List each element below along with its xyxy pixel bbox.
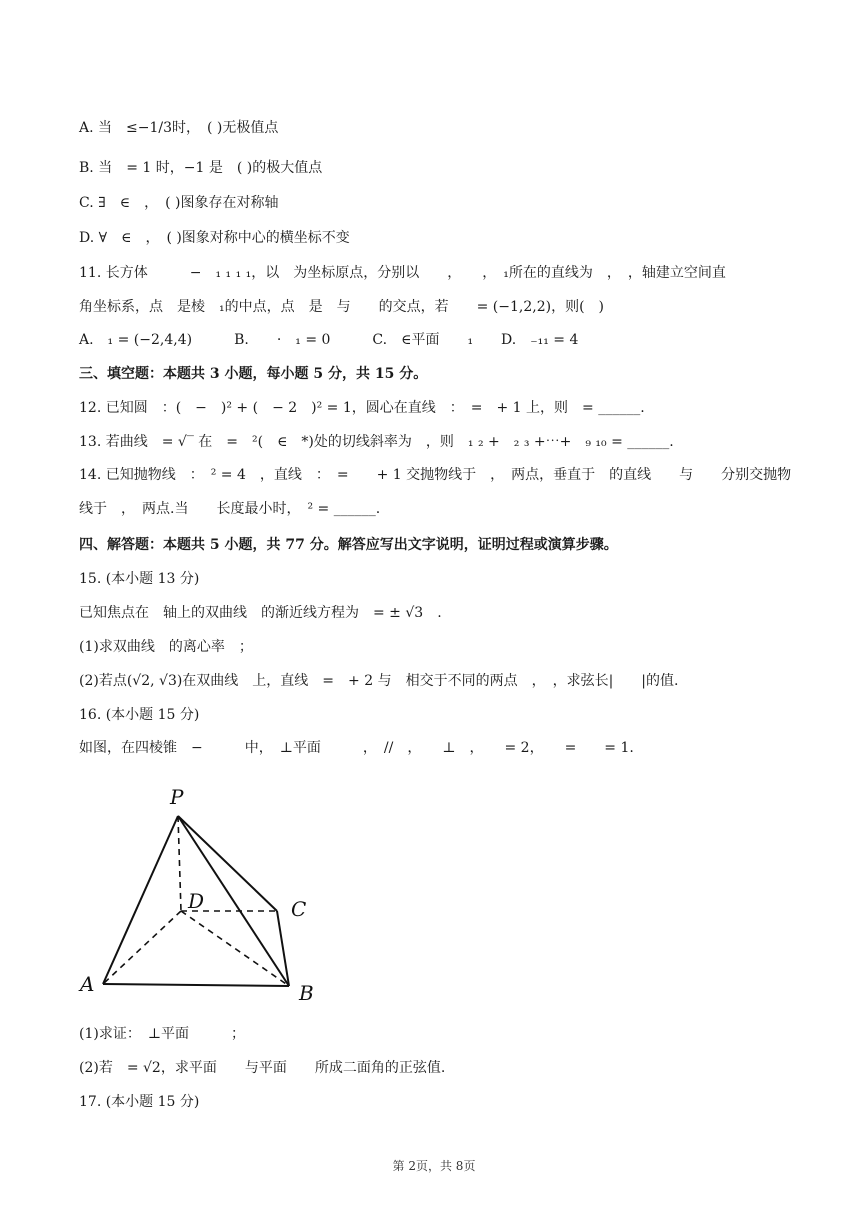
question-14-line2: 线于 ， 两点.当 长度最小时， ² = ______. — [79, 501, 381, 517]
question-11-options: A. ₁ = (−2,4,4) B. · ₁ = 0 C. ∈平面 ₁ D. ₋₁₁ = 4 — [79, 332, 579, 348]
question-15-header: 15. (本小题 13 分) — [79, 571, 200, 587]
question-15-stem: 已知焦点在 轴上的双曲线 的渐近线方程为 = ± √3 . — [79, 605, 442, 621]
pyramid-figure — [78, 780, 338, 1010]
question-15-part2: (2)若点(√2, √3)在双曲线 上，直线 = + 2 与 相交于不同的两点 ， ，求弦长| |的值. — [79, 673, 679, 689]
vertex-label-P: P — [170, 785, 184, 809]
edge-DB — [181, 911, 289, 986]
question-14-line1: 14. 已知抛物线 ： ² = 4 ，直线 ： = + 1 交抛物线于 ， 两点，垂直于 的直线 与 分别交抛物 — [79, 467, 792, 483]
edge-BC — [277, 911, 289, 986]
edge-DA — [103, 911, 181, 984]
question-16-stem: 如图，在四棱锥 − 中， ⊥平面 ， // ， ⊥ ， = 2， = = 1. — [79, 740, 634, 756]
question-11-line2: 角坐标系，点 是棱 ₁的中点，点 是 与 的交点，若 = (−1,2,2)，则( ) — [79, 299, 604, 315]
section-4-heading: 四、解答题：本题共 5 小题，共 77 分。解答应写出文字说明，证明过程或演算步骤。 — [79, 537, 618, 553]
question-13: 13. 若曲线 = √‾ 在 = ²( ∈ *)处的切线斜率为 ，则 ₁ ₂ + ₂ ₃ +⋯+ ₉ ₁₀ = ______. — [79, 434, 674, 450]
vertex-label-B: B — [299, 981, 314, 1005]
question-15-part1: (1)求双曲线 的离心率 ； — [79, 639, 253, 655]
question-17-header: 17. (本小题 15 分) — [79, 1094, 200, 1110]
option-10b: B. 当 = 1 时，−1 是 ( )的极大值点 — [79, 160, 323, 176]
edge-AB — [103, 984, 289, 986]
page-footer: 第 2页，共 8页 — [392, 1159, 476, 1173]
option-10c: C. ∃ ∈ ， ( )图象存在对称轴 — [79, 195, 279, 211]
edge-PD — [178, 816, 181, 911]
question-12: 12. 已知圆 ：( − )² + ( − 2 )² = 1，圆心在直线 ： = + 1 上，则 = ______. — [79, 400, 645, 416]
option-10d: D. ∀ ∈ ， ( )图象对称中心的横坐标不变 — [79, 230, 350, 246]
question-16-part2: (2)若 = √2，求平面 与平面 所成二面角的正弦值. — [79, 1060, 446, 1076]
vertex-label-D: D — [188, 889, 205, 913]
question-11-line1: 11. 长方体 − ₁ ₁ ₁ ₁，以 为坐标原点，分别以 ， ， ₁所在的直线为 ， ，轴建立空间直 — [79, 265, 726, 281]
vertex-label-A: A — [80, 972, 95, 996]
question-16-header: 16. (本小题 15 分) — [79, 707, 200, 723]
section-3-heading: 三、填空题：本题共 3 小题，每小题 5 分，共 15 分。 — [79, 366, 428, 382]
question-16-part1: (1)求证： ⊥平面 ； — [79, 1026, 245, 1042]
vertex-label-C: C — [291, 897, 307, 921]
option-10a: A. 当 ≤−1/3时， ( )无极值点 — [79, 120, 279, 136]
edge-PA — [103, 816, 178, 984]
